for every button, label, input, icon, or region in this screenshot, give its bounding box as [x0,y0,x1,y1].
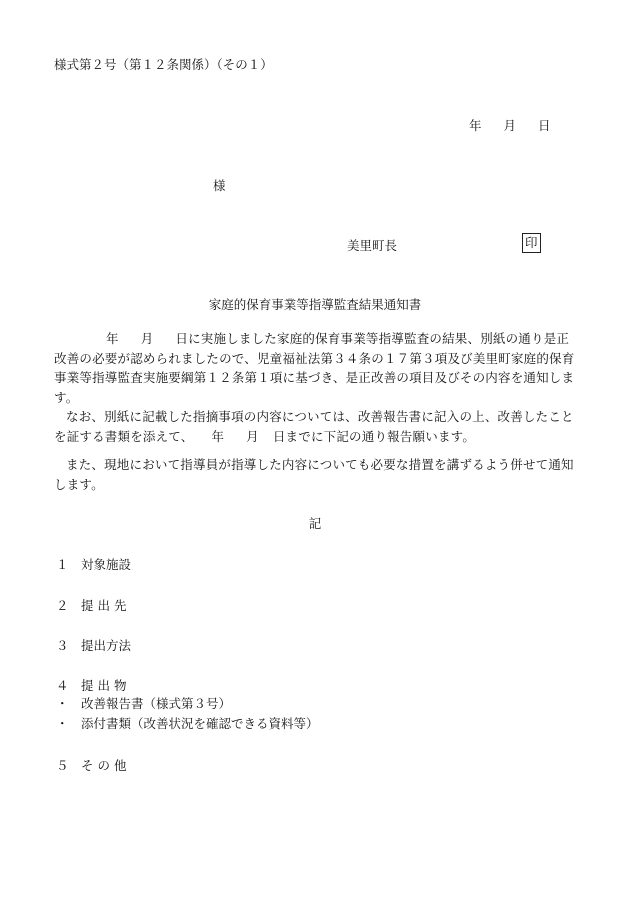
date-line [469,116,551,134]
submission-attachments [56,714,319,732]
p2-text-1: なお、別紙に記載した指摘事項の内容については、改善報告書に記入の上、改善したことを証する書類を添えて、 [54,409,574,444]
item-number: ５ [56,758,69,773]
issuer-name: 美里町長 [347,238,398,253]
item-label: そ の 他 [81,758,127,773]
p1-year: 年 [106,331,119,346]
seal-box: 印 [522,233,541,253]
item-number: ２ [56,598,69,613]
p2-year: 年 [211,428,225,444]
item-number: ３ [56,638,69,653]
document-title: 家庭的保育事業等指導監査結果通知書 [208,297,422,312]
list-item-submit-method [56,636,131,654]
p2-text-2: 日までに下記の通り報告願います。 [272,428,476,444]
paragraph-audit-result [54,329,576,407]
item-label: 提 出 物 [81,678,127,693]
item-number: １ [56,557,69,572]
submission-improvement-report [56,694,231,712]
item-label: 提出方法 [81,638,132,653]
item-label: 対象施設 [81,557,132,572]
submission-label: 改善報告書（様式第３号） [81,696,232,711]
form-number-label: 様式第２号（第１２条関係）（その１） [54,57,273,72]
list-item-other [56,756,126,774]
item-number: ４ [56,678,69,693]
paragraph-onsite-guidance [54,455,576,494]
item-label: 提 出 先 [81,598,127,613]
list-item-submissions [56,676,126,694]
paragraph-report-request [54,407,576,446]
p1-text: 日に実施しました家庭的保育事業等指導監査の結果、別紙の通り是正改善の必要が認められましたので、児童福祉法第３４条の１７第３項及び美里町家庭的保育事業等指導監査実施要綱第１２条第１項に基づき、是正改善の項目及びその内容を通知します。 [54,331,575,405]
addressee-suffix: 様 [213,178,226,193]
date-day-label: 日 [538,118,551,133]
p3-text: また、現地において指導員が指導した内容についても必要な措置を講ずるよう併せて通知します。 [54,457,574,492]
ki-heading: 記 [308,516,322,531]
date-month-label: 月 [503,118,517,133]
p1-month: 月 [140,331,154,346]
date-year-label: 年 [469,118,482,133]
submission-label: 添付書類（改善状況を確認できる資料等） [81,716,319,731]
list-item-target-facility [56,555,131,573]
list-item-submit-to [56,596,126,614]
p2-month: 月 [246,428,259,444]
bullet-mark: ・ [56,716,69,731]
bullet-mark: ・ [56,696,69,711]
